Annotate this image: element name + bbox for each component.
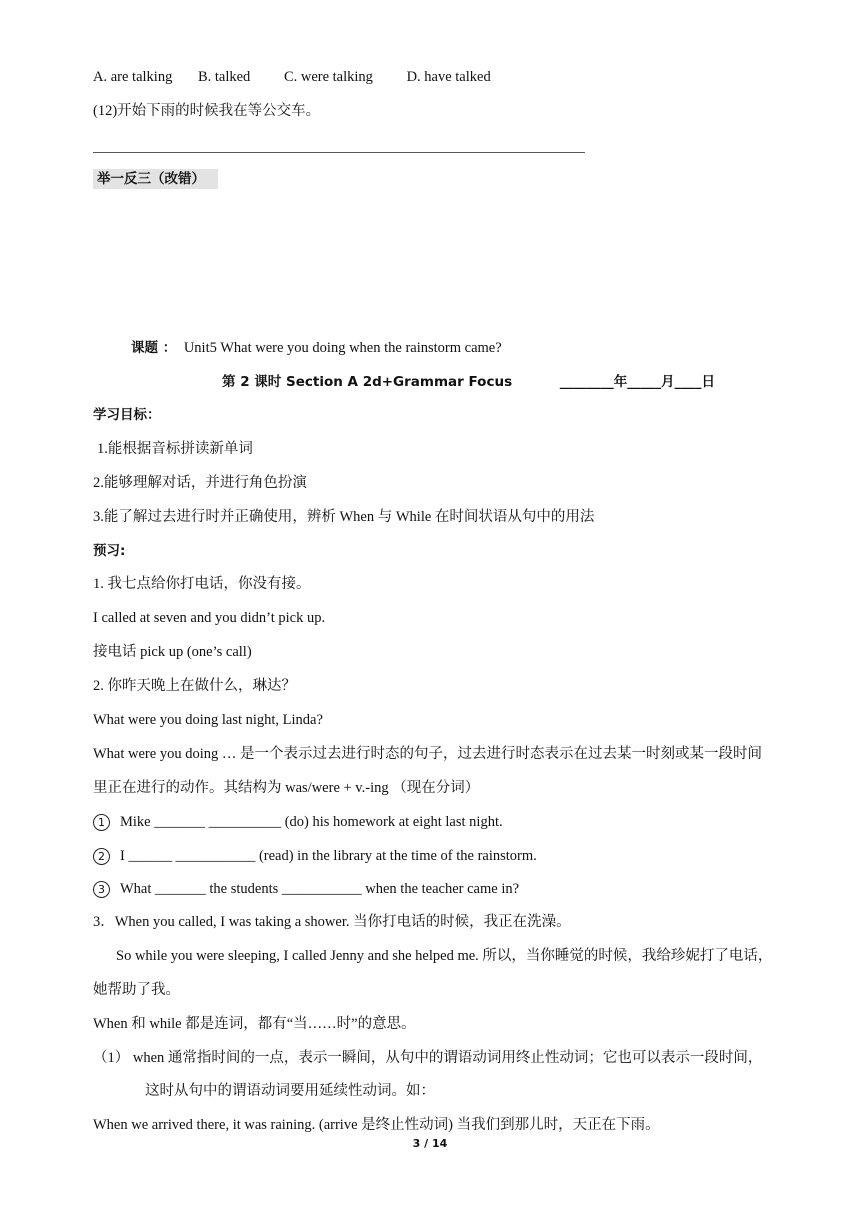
lesson-topic [131, 338, 502, 358]
preview-2-explanation-2: 里正在进行的动作。其结构为 was/were + v.-ing （现在分词） [93, 780, 480, 796]
topic-text: Unit5 What were you doing when the rainstorm came? [183, 340, 502, 356]
goals-heading: 学习目标： [93, 407, 161, 423]
goal-item-3: 3.能了解过去进行时并正确使用，辨析 When 与 While 在时间状语从句中的用法 [93, 509, 595, 525]
lesson-period: 第 2 课时 Section A 2d+Grammar Focus [222, 374, 513, 390]
preview-1-note: 接电话 pick up (one’s call) [93, 644, 252, 660]
goal-item-2: 2.能够理解对话，并进行角色扮演 [93, 475, 307, 491]
preview-2-en: What were you doing last night, Linda? [93, 712, 323, 728]
option-a: A. are talking [93, 69, 173, 85]
preview-6: When we arrived there, it was raining. (arrive 是终止性动词) 当我们到那儿时，天正在下雨。 [93, 1117, 660, 1133]
topic-label: 课题 ： [131, 340, 177, 356]
preview-heading: 预习: [93, 543, 126, 559]
preview-2-explanation-1: What were you doing … 是一个表示过去进行时态的句子，过去进行时态表示在过去某一时刻或某一段时间 [93, 746, 762, 762]
preview-3-b1: So while you were sleeping, I called Jenny and she helped me. 所以，当你睡觉的时候，我给珍妮打了电话， [116, 948, 773, 964]
preview-5-a: （1） when 通常指时间的一点，表示一瞬间，从句中的谓语动词用终止性动词；它也可以表示一段时间， [93, 1050, 763, 1066]
preview-1-cn: 1. 我七点给你打电话，你没有接。 [93, 576, 311, 592]
preview-1-en: I called at seven and you didn’t pick up. [93, 610, 326, 626]
circled-number: 1 [93, 814, 110, 831]
option-c: C. were talking [283, 69, 373, 85]
preview-4: When 和 while 都是连词，都有“当……时”的意思。 [93, 1016, 416, 1032]
exercise-3 [93, 879, 519, 899]
option-b: B. talked [197, 69, 251, 85]
correction-heading: 举一反三（改错） [97, 171, 205, 187]
answer-line [93, 152, 585, 153]
exercise-2 [93, 846, 537, 866]
option-d: D. have talked [406, 69, 491, 85]
exercise-text: What _______ the students ___________ when the teacher came in? [120, 881, 520, 897]
question-12: (12)开始下雨的时候我在等公交车。 [93, 103, 321, 119]
preview-2-cn: 2. 你昨天晚上在做什么，琳达？ [93, 678, 296, 694]
circled-number: 2 [93, 848, 110, 865]
goal-item-1: 1.能根据音标拼读新单词 [97, 441, 253, 457]
circled-number: 3 [93, 881, 110, 898]
preview-5-b: 这时从句中的谓语动词要用延续性动词。如： [145, 1083, 435, 1099]
exercise-1 [93, 812, 503, 832]
page-number: 3 / 14 [412, 1137, 448, 1150]
exercise-text: I ______ ___________ (read) in the library at the time of the rainstorm. [120, 848, 537, 864]
exercise-text: Mike _______ __________ (do) his homework at eight last night. [120, 814, 503, 830]
preview-3: 3．When you called, I was taking a shower. 当你打电话的时候，我正在洗澡。 [93, 914, 571, 930]
options-row [93, 67, 491, 87]
lesson-date: ________年_____月____日 [559, 374, 715, 390]
lesson-period-row [222, 372, 715, 392]
preview-3-b2: 她帮助了我。 [93, 982, 180, 998]
